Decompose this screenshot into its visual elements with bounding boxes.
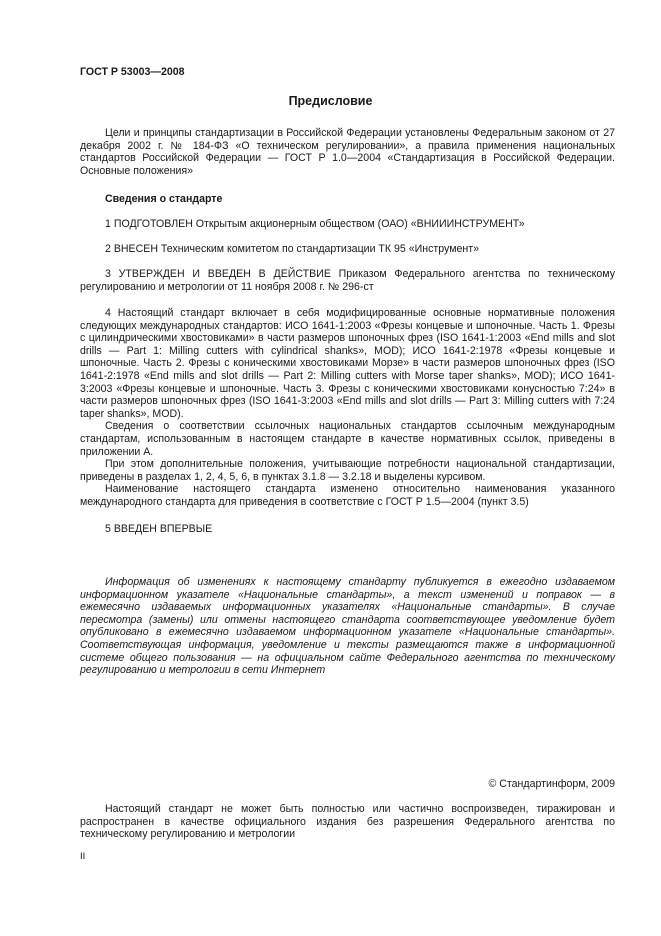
- intro-paragraph: Цели и принципы стандартизации в Российской Федерации установлены Федеральным законом от 27 декабря 2002 г. № 184-ФЗ «О техническом регулировании», а правила применения национальных стандартов Российской Федерации — ГОСТ Р 1.0—2004 «Стандартизация в Российской Федерации. Основные положения»: [80, 127, 615, 177]
- item-4-paragraph-1: 4 Настоящий стандарт включает в себя модифицированные основные нормативные положения следующих международных стандартов: ИСО 1641-1:2003 «Фрезы концевые и шпоночные. Часть 1. Фрезы с цилиндрическими хвостовиками» в части размеров шпоночных фрез (ISO 1641-1:2003 «End mills and slot drills — Part 1: Milling cutters with cylindrical shanks», MOD); ИСО 1641-2:1978 «Фрезы концевые и шпоночные. Часть 2. Фрезы с коническими хвостовиками Морзе» в части размеров шпоночных фрез (ISO 1641-2:1978 «End mills and slot drills — Part 2: Milling cutters with Morse taper shanks», MOD); ИСО 1641-3:2003 «Фрезы концевые и шпоночные. Часть 3. Фрезы с коническими хвостовиками конусностью 7:24» в части размеров шпоночных фрез (ISO 1641-3:2003 «End mills and slot drills — Part 3: Milling cutters with 7:24 taper shanks», MOD).: [80, 307, 615, 420]
- rights-paragraph: Настоящий стандарт не может быть полностью или частично воспроизведен, тиражирован и распространен в качестве официального издания без разрешения Федерального агентства по техническому регулированию и метрологии: [80, 803, 615, 841]
- notice-paragraph: Информация об изменениях к настоящему стандарту публикуется в ежегодно издаваемом информационном указателе «Национальные стандарты», а текст изменений и поправок — в ежемесячно издаваемых информационных указателях «Национальные стандарты». В случае пересмотра (замены) или отмены настоящего стандарта соответствующее уведомление будет опубликовано в ежемесячно издаваемом информационном указателе «Национальные стандарты». Соответствующая информация, уведомление и тексты размещаются также в информационной системе общего пользования — на официальном сайте Федерального агентства по техническому регулированию и метрологии в сети Интернет: [80, 576, 615, 677]
- item-2: 2 ВНЕСЕН Техническим комитетом по стандартизации ТК 95 «Инструмент»: [105, 243, 479, 255]
- page-number: II: [80, 851, 86, 862]
- item-4: [80, 307, 615, 509]
- item-4-paragraph-3: При этом дополнительные положения, учитывающие потребности национальной стандартизации, приведены в разделах 1, 2, 4, 5, 6, в пунктах 3.1.8 — 3.2.18 и выделены курсивом.: [80, 458, 615, 483]
- item-4-paragraph-4: Наименование настоящего стандарта изменено относительно наименования указанного международного стандарта для приведения в соответствие с ГОСТ Р 1.5—2004 (пункт 3.5): [80, 483, 615, 508]
- item-4-paragraph-2: Сведения о соответствии ссылочных национальных стандартов ссылочным международным стандартам, использованным в настоящем стандарте в качестве нормативных ссылок, приведены в приложении А.: [80, 420, 615, 458]
- item-5: 5 ВВЕДЕН ВПЕРВЫЕ: [105, 523, 213, 535]
- document-id: ГОСТ Р 53003—2008: [80, 66, 185, 78]
- item-1: 1 ПОДГОТОВЛЕН Открытым акционерным обществом (ОАО) «ВНИИИНСТРУМЕНТ»: [105, 218, 525, 230]
- item-3: 3 УТВЕРЖДЕН И ВВЕДЕН В ДЕЙСТВИЕ Приказом Федерального агентства по техническому регулированию и метрологии от 11 ноября 2008 г. № 296-ст: [80, 268, 615, 293]
- page-title: Предисловие: [288, 94, 373, 108]
- copyright: © Стандартинформ, 2009: [488, 778, 615, 790]
- section-heading: Сведения о стандарте: [105, 193, 223, 205]
